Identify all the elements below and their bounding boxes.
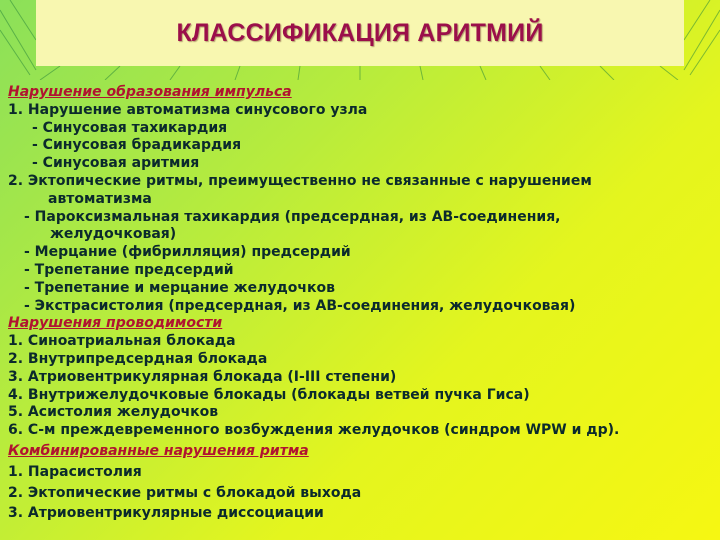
list-item: 3. Атриовентрикулярная блокада (I-III степени) [8, 368, 397, 385]
title-banner [36, 0, 684, 66]
section-header-impulse-formation: Нарушение образования импульса [8, 84, 292, 100]
list-item: 2. Внутрипредсердная блокада [8, 350, 268, 367]
list-item: - Синусовая тахикардия [32, 119, 228, 136]
list-item: 5. Асистолия желудочков [8, 404, 219, 421]
list-item: 2. Эктопические ритмы с блокадой выхода [8, 484, 362, 501]
list-item: - Пароксизмальная тахикардия (предсердная, из АВ-соединения, [24, 208, 561, 225]
list-item: - Синусовая аритмия [32, 155, 200, 172]
list-item: - Трепетание предсердий [24, 261, 234, 278]
list-item: 6. С-м преждевременного возбуждения желудочков (синдром WPW и др). [8, 422, 620, 439]
list-item: 2. Эктопические ритмы, преимущественно не связанные с нарушением [8, 172, 592, 189]
list-item-continuation: автоматизма [48, 190, 152, 207]
list-item: - Трепетание и мерцание желудочков [24, 279, 335, 296]
classification-list [8, 84, 714, 523]
section-header-combined: Комбинированные нарушения ритма [8, 442, 309, 459]
list-item: - Синусовая брадикардия [32, 137, 242, 154]
slide-title: КЛАССИФИКАЦИЯ АРИТМИЙ [176, 18, 544, 47]
list-item: - Экстрасистолия (предсердная, из АВ-соединения, желудочковая) [24, 297, 576, 314]
section-header-conduction: Нарушения проводимости [8, 315, 223, 332]
list-item-continuation: желудочковая) [50, 226, 177, 243]
list-item: 4. Внутрижелудочковые блокады (блокады ветвей пучка Гиса) [8, 386, 530, 403]
list-item: 1. Синоатриальная блокада [8, 333, 236, 350]
list-item: - Мерцание (фибрилляция) предсердий [24, 244, 351, 261]
list-item: 3. Атриовентрикулярные диссоциации [8, 505, 324, 522]
list-item: 1. Нарушение автоматизма синусового узла [8, 101, 368, 118]
list-item: 1. Парасистолия [8, 463, 142, 480]
